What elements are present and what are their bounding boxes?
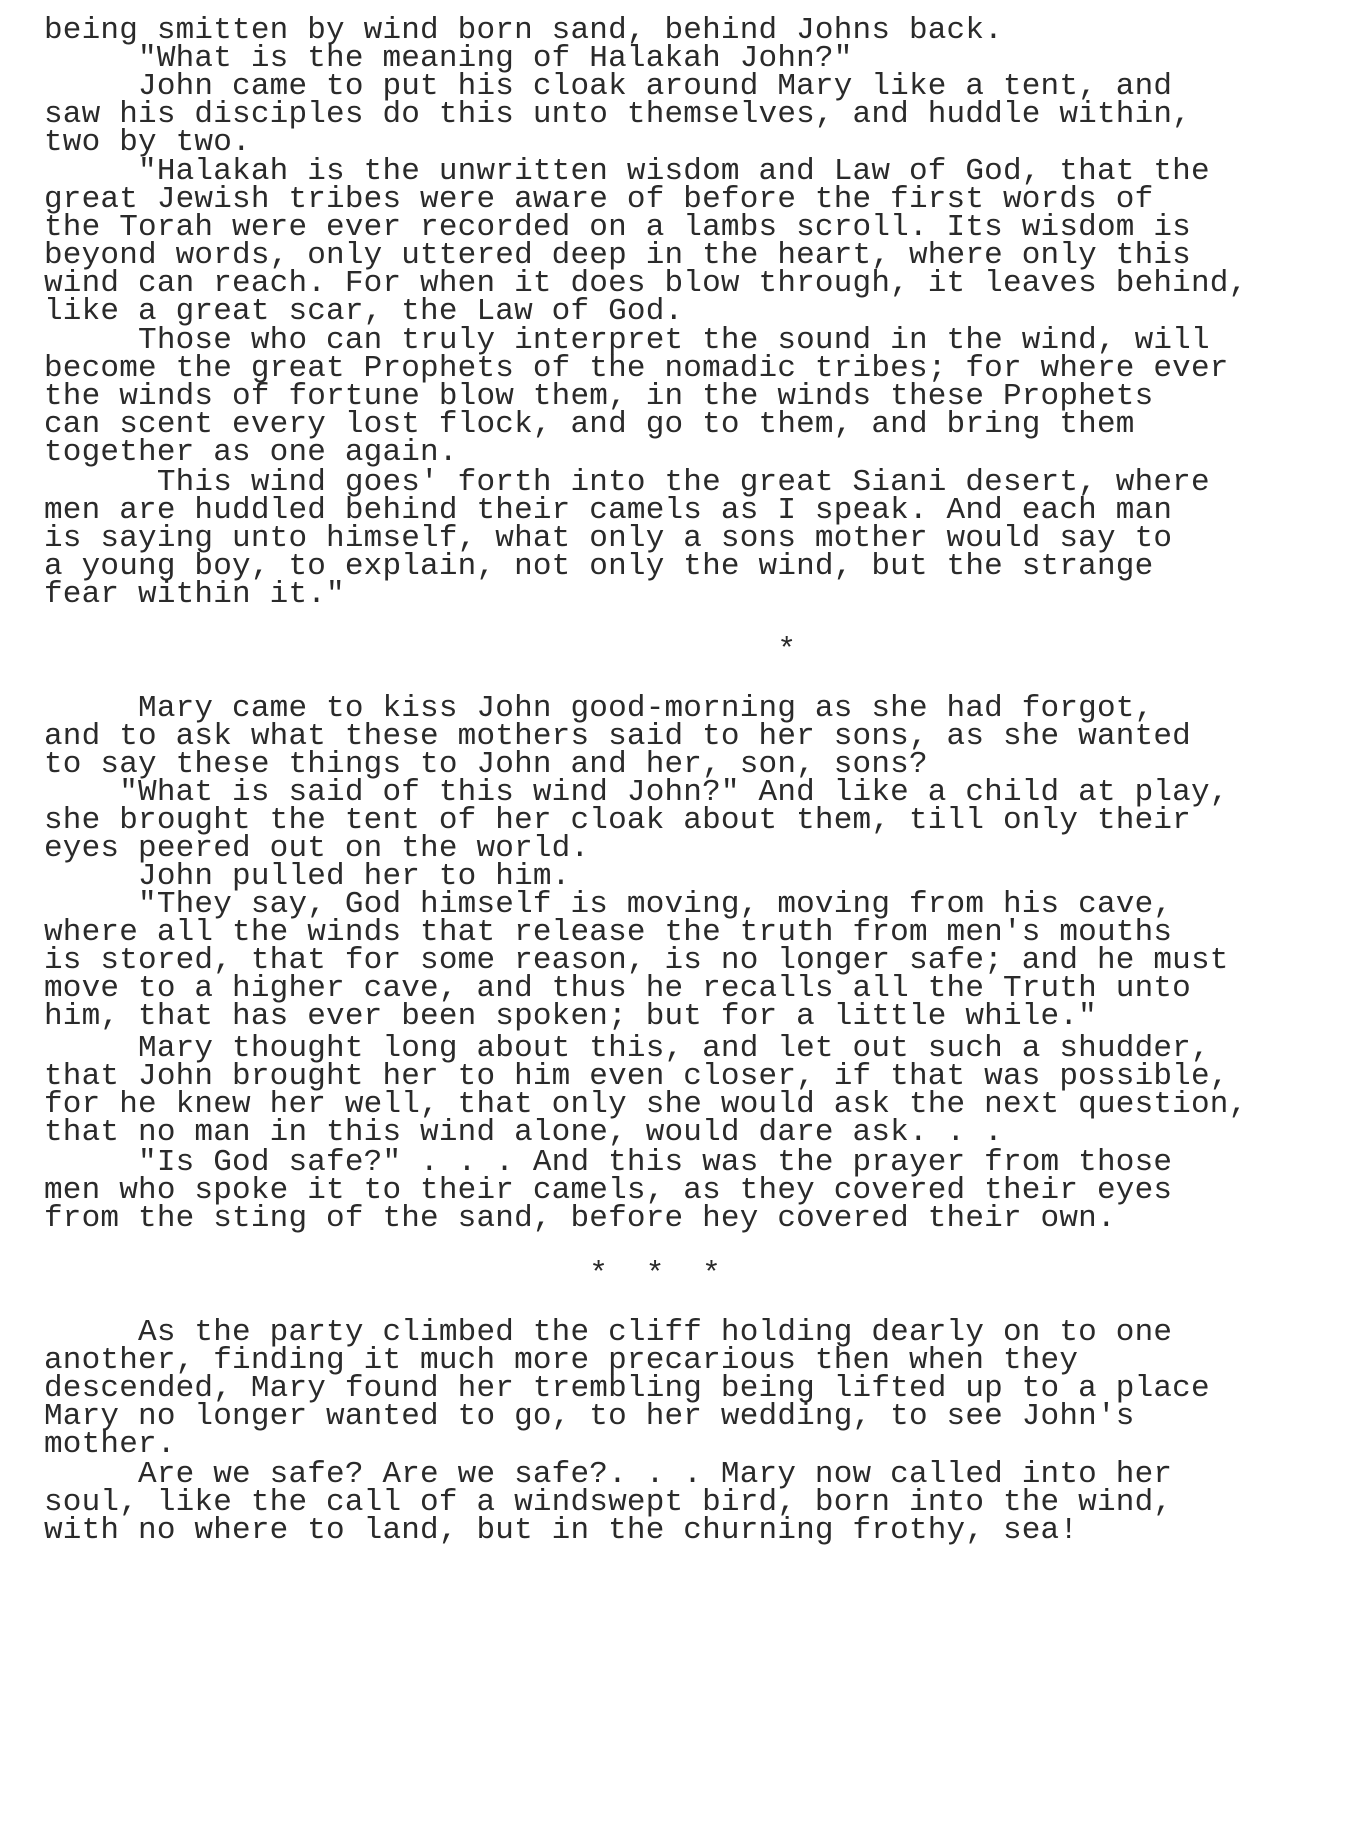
text-line: Those who can truly interpret the sound in the wind, will bbox=[44, 323, 1210, 358]
text-line: where all the winds that release the truth from men's mouths bbox=[44, 915, 1173, 950]
text-line: is saying unto himself, what only a sons mother would say to bbox=[44, 521, 1173, 556]
text-line: men are huddled behind their camels as I speak. And each man bbox=[44, 493, 1173, 528]
text-line: saw his disciples do this unto themselves, and huddle within, bbox=[44, 97, 1191, 132]
text-line: that John brought her to him even closer, if that was possible, bbox=[44, 1059, 1229, 1094]
text-line: "Halakah is the unwritten wisdom and Law of God, that the bbox=[44, 154, 1210, 189]
text-line: two by two. bbox=[44, 125, 251, 160]
text-line: like a great scar, the Law of God. bbox=[44, 294, 684, 329]
text-line: the Torah were ever recorded on a lambs scroll. Its wisdom is bbox=[44, 210, 1191, 245]
text-line: * bbox=[44, 633, 797, 668]
text-line: John came to put his cloak around Mary like a tent, and bbox=[44, 69, 1173, 104]
text-line: move to a higher cave, and thus he recalls all the Truth unto bbox=[44, 971, 1191, 1006]
text-line: become the great Prophets of the nomadic tribes; for where ever bbox=[44, 351, 1229, 386]
text-line: being smitten by wind born sand, behind Johns back. bbox=[44, 13, 1003, 48]
text-line: from the sting of the sand, before hey covered their own. bbox=[44, 1201, 1116, 1236]
text-line: together as one again. bbox=[44, 435, 458, 470]
text-line: and to ask what these mothers said to her sons, as she wanted bbox=[44, 719, 1191, 754]
text-line: "What is said of this wind John?" And like a child at play, bbox=[44, 775, 1229, 810]
text-line: the winds of fortune blow them, in the winds these Prophets bbox=[44, 379, 1154, 414]
text-line: another, finding it much more precarious then when they bbox=[44, 1343, 1079, 1378]
text-line: beyond words, only uttered deep in the heart, where only this bbox=[44, 238, 1191, 273]
text-line: Are we safe? Are we safe?. . . Mary now called into her bbox=[44, 1457, 1173, 1492]
text-line: soul, like the call of a windswept bird, born into the wind, bbox=[44, 1485, 1173, 1520]
text-line: * * * bbox=[44, 1257, 721, 1292]
text-line: wind can reach. For when it does blow through, it leaves behind, bbox=[44, 266, 1248, 301]
text-line: eyes peered out on the world. bbox=[44, 831, 590, 866]
text-line: Mary no longer wanted to go, to her wedding, to see John's bbox=[44, 1399, 1135, 1434]
text-line: John pulled her to him. bbox=[44, 859, 571, 894]
text-line: great Jewish tribes were aware of before the first words of bbox=[44, 182, 1154, 217]
text-line: "They say, God himself is moving, moving from his cave, bbox=[44, 887, 1173, 922]
text-line: with no where to land, but in the churning frothy, sea! bbox=[44, 1513, 1079, 1548]
text-line: Mary thought long about this, and let out such a shudder, bbox=[44, 1031, 1210, 1066]
text-line: men who spoke it to their camels, as they covered their eyes bbox=[44, 1173, 1173, 1208]
text-line: As the party climbed the cliff holding dearly on to one bbox=[44, 1315, 1173, 1350]
text-line: him, that has ever been spoken; but for a little while." bbox=[44, 999, 1097, 1034]
text-line: fear within it." bbox=[44, 577, 345, 612]
text-line: for he knew her well, that only she would ask the next question, bbox=[44, 1087, 1248, 1122]
text-line: This wind goes' forth into the great Siani desert, where bbox=[44, 465, 1210, 500]
text-line: a young boy, to explain, not only the wind, but the strange bbox=[44, 549, 1154, 584]
text-line: is stored, that for some reason, is no longer safe; and he must bbox=[44, 943, 1229, 978]
text-line: "What is the meaning of Halakah John?" bbox=[44, 41, 853, 76]
text-line: can scent every lost flock, and go to them, and bring them bbox=[44, 407, 1135, 442]
text-line: she brought the tent of her cloak about them, till only their bbox=[44, 803, 1191, 838]
text-line: "Is God safe?" . . . And this was the prayer from those bbox=[44, 1145, 1173, 1180]
text-line: mother. bbox=[44, 1427, 176, 1462]
text-line: descended, Mary found her trembling being lifted up to a place bbox=[44, 1371, 1210, 1406]
text-line: that no man in this wind alone, would dare ask. . . bbox=[44, 1115, 1003, 1150]
text-line: to say these things to John and her, son, sons? bbox=[44, 747, 928, 782]
text-line: Mary came to kiss John good-morning as she had forgot, bbox=[44, 691, 1154, 726]
